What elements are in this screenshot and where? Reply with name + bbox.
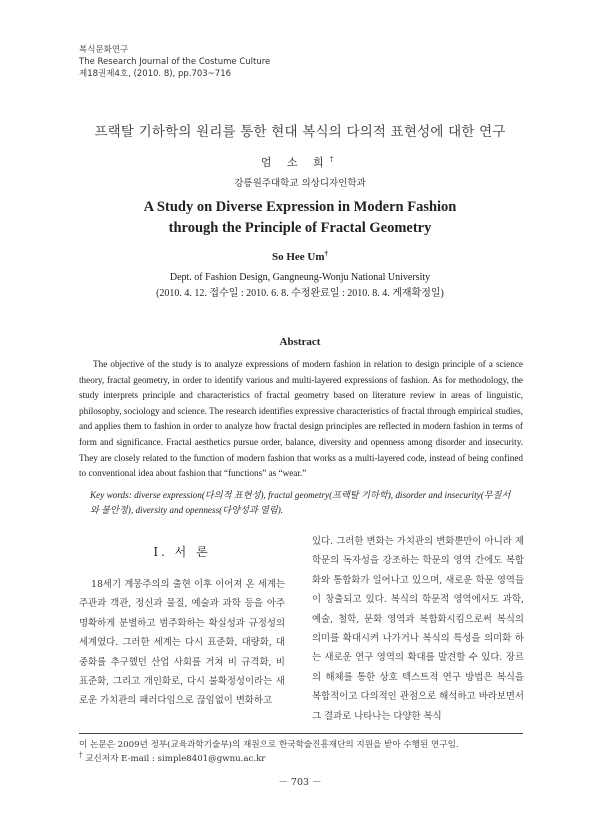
journal-issue: 제18권제4호, (2010. 8), pp.703~716 <box>79 69 232 79</box>
footnote-corresponding <box>79 752 459 766</box>
keywords-text: diverse expression(다의적 표현성), fractal geometry(프랙탈 기하학), disorder and insecurity(무질서와 불안정), diversity and openness(다양성과 열림). <box>90 490 511 515</box>
footnotes <box>79 738 459 766</box>
author-korean <box>0 154 600 170</box>
keywords-label: Key words: <box>90 490 132 500</box>
corresponding-author-mark-english: † <box>324 249 329 258</box>
affiliation-english: Dept. of Fashion Design, Gangneung-Wonju National University <box>169 272 431 283</box>
author-english <box>0 251 600 263</box>
paper-title-english <box>0 197 600 239</box>
author-english-name: So Hee Um <box>271 251 325 263</box>
paper-title-english-line1: A Study on Diverse Expression in Modern Fashion <box>143 199 457 215</box>
paper-title-english-line2: through the Principle of Fractal Geometry <box>168 220 432 236</box>
journal-name-english: The Research Journal of the Costume Culture <box>79 57 271 67</box>
keywords <box>90 488 515 518</box>
body-text-right-column: 있다. 그러한 변화는 가치관의 변화뿐만이 아니라 제 학문의 독자성을 강조하는 학문의 영역 간에도 복합화와 통합화가 일어나고 있으며, 새로운 학문 영역들이 창출되고 있다. 복식의 학문적 영역에서도 과학, 예술, 철학, 문화 영역과 복합화시킴으로써 복식의 의미를 확대시켜 나가거나 복식의 특성을 의미화 하는 새로운 연구 영역의 확대를 발견할 수 있다. 장르의 해체를 통한 상호 텍스트적 연구 방법은 복식을 복합적이고 다의적인 관점으로 해석하고 바라보면서 그 결과로 나타나는 다양한 복식 <box>312 536 524 722</box>
paper-title-korean: 프랙탈 기하학의 원리를 통한 현대 복식의 다의적 표현성에 대한 연구 <box>94 124 506 140</box>
footnote-corresponding-text: 교신저자 E-mail : simple8401@gwnu.ac.kr <box>85 754 266 764</box>
corresponding-author-mark: † <box>329 155 340 164</box>
footnote-divider <box>79 733 523 734</box>
journal-header <box>79 44 270 80</box>
abstract-heading: Abstract <box>279 336 321 348</box>
journal-name-korean: 복식문화연구 <box>79 45 129 55</box>
affiliation-block-english <box>0 270 600 302</box>
footnote-mark: † <box>79 751 83 760</box>
body-text-left-column: 18세기 계몽주의의 출현 이후 이어져 온 세계는 주관과 객관, 정신과 물질, 예술과 과학 등을 아주 명확하게 분별하고 범주화하는 확실성과 규정성의 세계였다. 그러한 세계는 다시 표준화, 대량화, 대중화를 추구했던 산업 사회를 거쳐 비 규격화, 비 표준화, 그리고 개인화로, 다시 불확정성이라는 새로운 가치관의 패러다임으로 끊임없이 변화하고 <box>79 579 285 707</box>
section-heading-introduction: Ⅰ. 서 론 <box>153 545 211 559</box>
abstract-text: The objective of the study is to analyze expressions of modern fashion in relation to design principle of a science theory, fractal geometry, in order to identify various and multi-layered expressions of fashion. As for methodology, the study interprets principle and characteristics of fractal geometry based on literature review in areas of linguistic, philosophy, sociology and science. The research identifies expressive characteristics of fractal through empirical studies, and applies them to fashion in order to analyze how fractal design principles are reflected in modern fashion in terms of form and significance. Fractal aesthetics pursue order, balance, diversity and openness among disorder and insecurity. They are closely related to the function of modern fashion that works as a multi-layered code, instead of being confined to conventional idea about fashion that “functions” as “wear.” <box>79 359 523 479</box>
page-number: － 703 － <box>278 777 322 788</box>
submission-dates: (2010. 4. 12. 접수일 : 2010. 6. 8. 수정완료일 : 2010. 8. 4. 게재확정일) <box>156 288 444 299</box>
affiliation-korean: 강릉원주대학교 의상디자인학과 <box>234 178 366 189</box>
footnote-funding: 이 논문은 2009년 정부(교육과학기술부)의 재원으로 한국학술진흥재단의 지원을 받아 수행된 연구임. <box>79 740 459 750</box>
author-korean-name: 엄 소 희 <box>260 156 330 169</box>
